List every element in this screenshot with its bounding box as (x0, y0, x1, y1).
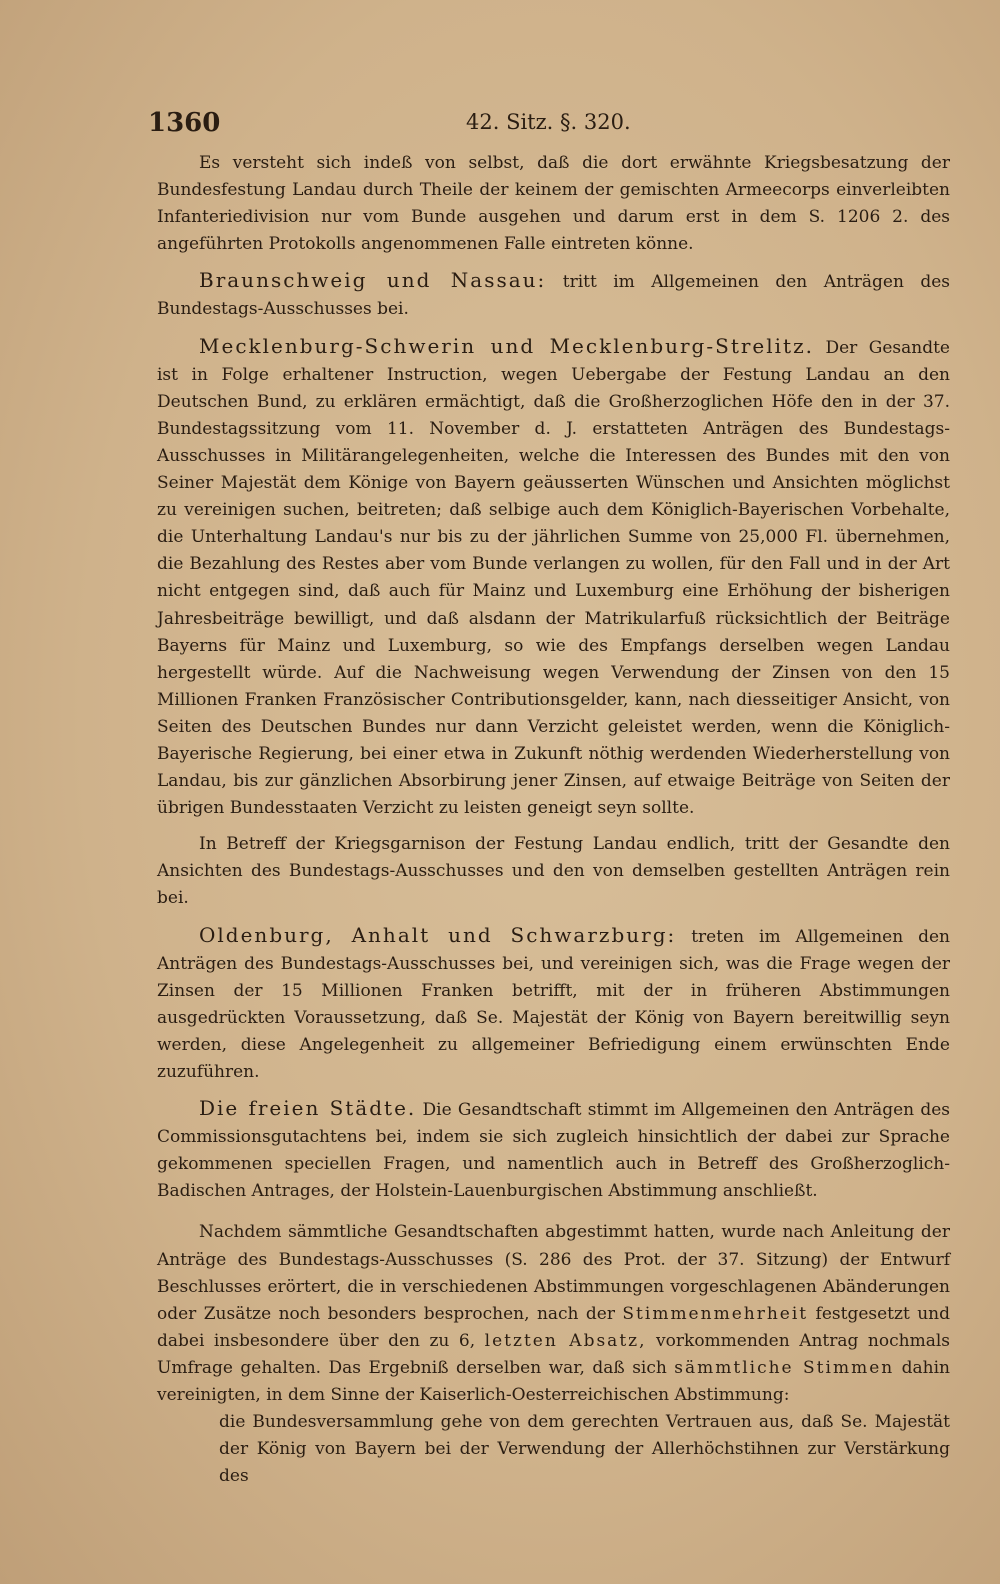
vote-paragraph: Mecklenburg-Schwerin und Mecklenburg-Strelitz. Der Gesandte ist in Folge erhaltener Instruction, wegen Uebergabe der Festung Landau an den Deutschen Bund, zu erklären ermächtigt, daß die Großherzoglichen Höfe den in der 37. Bundestagssitzung vom 11. November d. J. erstatteten Anträgen des Bundestags-Ausschusses in Militärangelegenheiten, welche die Interessen des Bundes mit den von Seiner Majestät dem Könige von Bayern geäusserten Wünschen und Ansichten möglichst zu vereinigen suchen, beitreten; daß selbige auch dem Königlich-Bayerischen Vorbehalte, die Unterhaltung Landau's nur bis zu der jährlichen Summe von 25,000 Fl. übernehmen, die Bezahlung des Restes aber vom Bunde verlangen zu wollen, für den Fall und in der Art nicht entgegen sind, daß auch für Mainz und Luxemburg eine Erhöhung der bisherigen Jahresbeiträge bewilligt, und daß alsdann der Matrikularfuß rücksichtlich der Beiträge Bayerns für Mainz und Luxemburg, so wie des Empfangs derselben wegen Landau hergestellt würde. Auf die Nachweisung wegen Verwendung der Zinsen von den 15 Millionen Franken Französischer Contributionsgelder, kann, nach diesseitiger Ansicht, von Seiten des Deutschen Bundes nur dann Verzicht geleistet werden, wenn die Königlich-Bayerische Regierung, bei einer etwa in Zukunft nöthig werdenden Wiederherstellung von Landau, bis zur gänzlichen Absorbirung jener Zinsen, auf etwaige Beiträge von Seiten der übrigen Bundesstaaten Verzicht zu leisten geneigt seyn sollte. (157, 333, 950, 819)
paragraph: Es versteht sich indeß von selbst, daß die dort erwähnte Kriegsbesatzung der Bundesfestung Landau durch Theile der keinem der gemischten Armeecorps einverleibten Infanteriedivision nur vom Bunde ausgehen und darum erst in dem S. 1206 2. des angeführten Protokolls angenommenen Falle eintreten könne. (157, 153, 950, 255)
vote-paragraph: Die freien Städte. Die Gesandtschaft stimmt im Allgemeinen den Anträgen des Commissionsgutachtens bei, indem sie sich zugleich hinsichtlich der dabei zur Sprache gekommenen speciellen Fragen, und namentlich auch in Betreff des Großherzoglich-Badischen Antrages, der Holstein-Lauenburgischen Abstimmung anschließt. (157, 1096, 950, 1202)
speaker-name: Die freien Städte. (199, 1096, 417, 1121)
spaced-emphasis: letzten Absatz, (484, 1330, 647, 1351)
speaker-name: Braunschweig und Nassau: (199, 268, 547, 293)
speaker-name: Oldenburg, Anhalt und Schwarzburg: (199, 922, 677, 947)
spaced-emphasis: Stimmenmehrheit (622, 1303, 809, 1324)
paragraph: Nachdem sämmtliche Gesandtschaften abgestimmt hatten, wurde nach Anleitung der Anträge des Bundestags-Ausschusses (S. 286 des Prot. der 37. Sitzung) der Entwurf Beschlusses erörtert, die in verschiedenen Abstimmungen vorgeschlagenen Abänderungen oder Zusätze noch besonders besprochen, nach der Stimmenmehrheit festgesetzt und dabei insbesondere über den zu 6, letzten Absatz, vorkommenden Antrag nochmals Umfrage gehalten. Das Ergebniß derselben war, daß sich sämmtliche Stimmen dahin vereinigten, in dem Sinne der Kaiserlich-Oesterreichischen Abstimmung: (157, 1222, 950, 1406)
quoted-resolution: die Bundesversammlung gehe von dem gerechten Vertrauen aus, daß Se. Majestät der König von Bayern bei der Verwendung der Allerhöchstihnen zur Verstärkung des (219, 1412, 950, 1487)
vote-paragraph: Braunschweig und Nassau: tritt im Allgemeinen den Anträgen des Bundestags-Ausschusses bei. (157, 268, 951, 320)
vote-paragraph: Oldenburg, Anhalt und Schwarzburg: treten im Allgemeinen den Anträgen des Bundestags-Ausschusses bei, und vereinigen sich, was die Frage wegen der Zinsen der 15 Millionen Franken betrifft, mit der in früheren Abstimmungen ausgedrückten Voraussetzung, daß Se. Majestät der König von Bayern bereitwillig seyn werden, diese Angelegenheit zu allgemeiner Befriedigung einem erwünschten Ende zuzuführen. (157, 922, 951, 1082)
paragraph: In Betreff der Kriegsgarnison der Festung Landau endlich, tritt der Gesandte den Ansichten des Bundestags-Ausschusses und den von demselben gestellten Anträgen rein bei. (157, 834, 950, 909)
running-head: 42. Sitz. §. 320. (466, 110, 631, 134)
page-header (148, 108, 948, 142)
body-text (157, 150, 950, 1490)
speaker-name: Mecklenburg-Schwerin und Mecklenburg-Strelitz. (199, 333, 814, 358)
page-number: 1360 (148, 108, 221, 138)
spaced-emphasis: sämmtliche Stimmen (674, 1357, 895, 1378)
